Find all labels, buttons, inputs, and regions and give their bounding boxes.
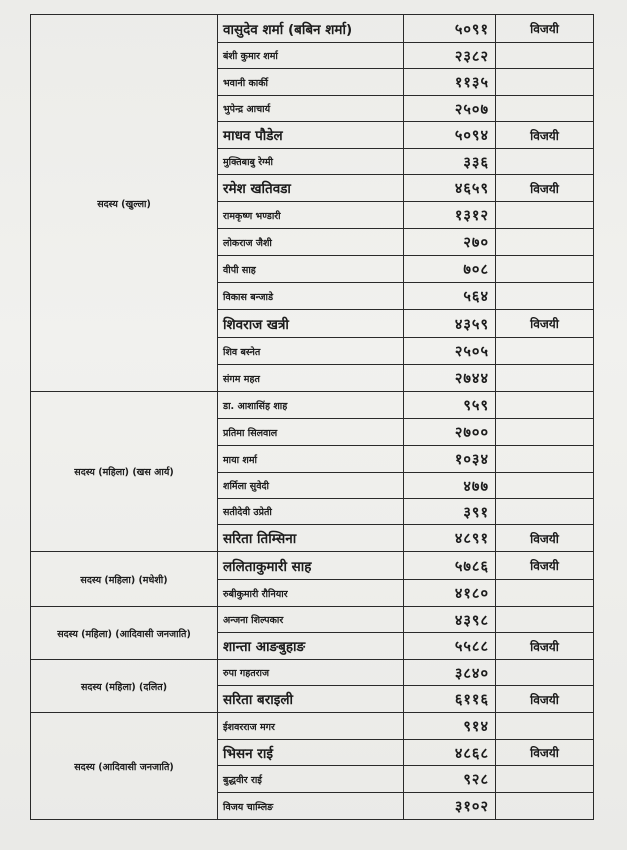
vote-count: ३३६ (404, 149, 496, 175)
result-status (496, 229, 594, 256)
post-cell: सदस्य (महिला) (मधेशी) (31, 552, 218, 607)
vote-count: ९१४ (404, 713, 496, 740)
candidate-name: भिसन राई (218, 740, 404, 766)
table-row (31, 713, 594, 740)
vote-count: ७०८ (404, 256, 496, 283)
vote-count: ३९१ (404, 499, 496, 525)
post-cell: सदस्य (महिला) (आदिवासी जनजाति) (31, 607, 218, 660)
vote-count: ४८६८ (404, 740, 496, 766)
candidate-name: माया शर्मा (218, 446, 404, 473)
vote-count: ४१८० (404, 580, 496, 607)
candidate-name: रमेश खतिवडा (218, 175, 404, 202)
vote-count: २७४४ (404, 365, 496, 392)
result-status: विजयी (496, 552, 594, 580)
vote-count: २५०५ (404, 338, 496, 365)
vote-count: १०३४ (404, 446, 496, 473)
result-status: विजयी (496, 525, 594, 552)
vote-count: ९५९ (404, 392, 496, 419)
result-status (496, 473, 594, 499)
vote-count: ३१०२ (404, 793, 496, 820)
candidate-name: सरिता बराइली (218, 686, 404, 713)
result-status (496, 499, 594, 525)
post-cell: सदस्य (महिला) (दलित) (31, 660, 218, 713)
table-row (31, 552, 594, 580)
candidate-name: भवानी कार्की (218, 69, 404, 96)
result-status: विजयी (496, 633, 594, 660)
result-status: विजयी (496, 740, 594, 766)
candidate-name: अन्जना शिल्पकार (218, 607, 404, 633)
table-row (31, 392, 594, 419)
vote-count: ६११६ (404, 686, 496, 713)
result-status (496, 43, 594, 69)
candidate-name: रुपा गहतराज (218, 660, 404, 686)
result-status (496, 580, 594, 607)
result-status (496, 256, 594, 283)
candidate-name: विकास बन्जाडे (218, 283, 404, 310)
table-row (31, 607, 594, 633)
candidate-name: भुपेन्द्र आचार्य (218, 96, 404, 122)
result-status (496, 660, 594, 686)
candidate-name: लोकराज जैशी (218, 229, 404, 256)
result-status (496, 419, 594, 446)
post-cell: सदस्य (आदिवासी जनजाति) (31, 713, 218, 820)
candidate-name: प्रतिमा सिलवाल (218, 419, 404, 446)
result-status (496, 713, 594, 740)
result-status (496, 96, 594, 122)
vote-count: ९२८ (404, 766, 496, 793)
candidate-name: रामकृष्ण भण्डारी (218, 202, 404, 229)
result-status (496, 607, 594, 633)
candidate-name: संगम महत (218, 365, 404, 392)
vote-count: ४७७ (404, 473, 496, 499)
vote-count: ५०९४ (404, 122, 496, 149)
result-status: विजयी (496, 686, 594, 713)
result-status (496, 149, 594, 175)
vote-count: ४८९१ (404, 525, 496, 552)
result-status: विजयी (496, 175, 594, 202)
result-status: विजयी (496, 310, 594, 338)
vote-count: २५०७ (404, 96, 496, 122)
result-status (496, 793, 594, 820)
vote-count: ५६४ (404, 283, 496, 310)
vote-count: १३१२ (404, 202, 496, 229)
vote-count: ४३५९ (404, 310, 496, 338)
result-status (496, 766, 594, 793)
candidate-name: ईशवरराज मगर (218, 713, 404, 740)
result-status (496, 446, 594, 473)
candidate-name: रुबीकुमारी रौनियार (218, 580, 404, 607)
result-status (496, 283, 594, 310)
candidate-name: विजय चाम्लिङ (218, 793, 404, 820)
result-status: विजयी (496, 15, 594, 43)
vote-count: ४६५९ (404, 175, 496, 202)
vote-count: ५०९१ (404, 15, 496, 43)
vote-count: ५७८६ (404, 552, 496, 580)
candidate-name: सरिता तिम्सिना (218, 525, 404, 552)
result-status: विजयी (496, 122, 594, 149)
candidate-name: शिवराज खत्री (218, 310, 404, 338)
post-cell: सदस्य (महिला) (खस आर्य) (31, 392, 218, 552)
candidate-name: डा. आशासिंह शाह (218, 392, 404, 419)
vote-count: २३८२ (404, 43, 496, 69)
candidate-name: सतीदेवी उप्रेती (218, 499, 404, 525)
vote-count: ११३५ (404, 69, 496, 96)
result-status (496, 338, 594, 365)
post-cell: सदस्य (खुल्ला) (31, 15, 218, 392)
candidate-name: ललिताकुमारी साह (218, 552, 404, 580)
results-body (31, 15, 594, 820)
vote-count: ३८४० (404, 660, 496, 686)
vote-count: ५५८८ (404, 633, 496, 660)
candidate-name: वीपी साह (218, 256, 404, 283)
result-status (496, 365, 594, 392)
candidate-name: बुद्धवीर राई (218, 766, 404, 793)
candidate-name: बंशी कुमार शर्मा (218, 43, 404, 69)
result-status (496, 202, 594, 229)
candidate-name: शर्मिला सुवेदी (218, 473, 404, 499)
result-status (496, 392, 594, 419)
candidate-name: शिव बस्नेत (218, 338, 404, 365)
vote-count: २७०० (404, 419, 496, 446)
vote-count: २७० (404, 229, 496, 256)
table-row (31, 660, 594, 686)
candidate-name: माधव पौडेल (218, 122, 404, 149)
candidate-name: मुक्तिबाबु रेग्मी (218, 149, 404, 175)
result-status (496, 69, 594, 96)
candidate-name: शान्ता आङबुहाङ (218, 633, 404, 660)
election-results-table (30, 14, 594, 820)
vote-count: ४३९८ (404, 607, 496, 633)
candidate-name: वासुदेव शर्मा (बबिन शर्मा) (218, 15, 404, 43)
table-row (31, 15, 594, 43)
